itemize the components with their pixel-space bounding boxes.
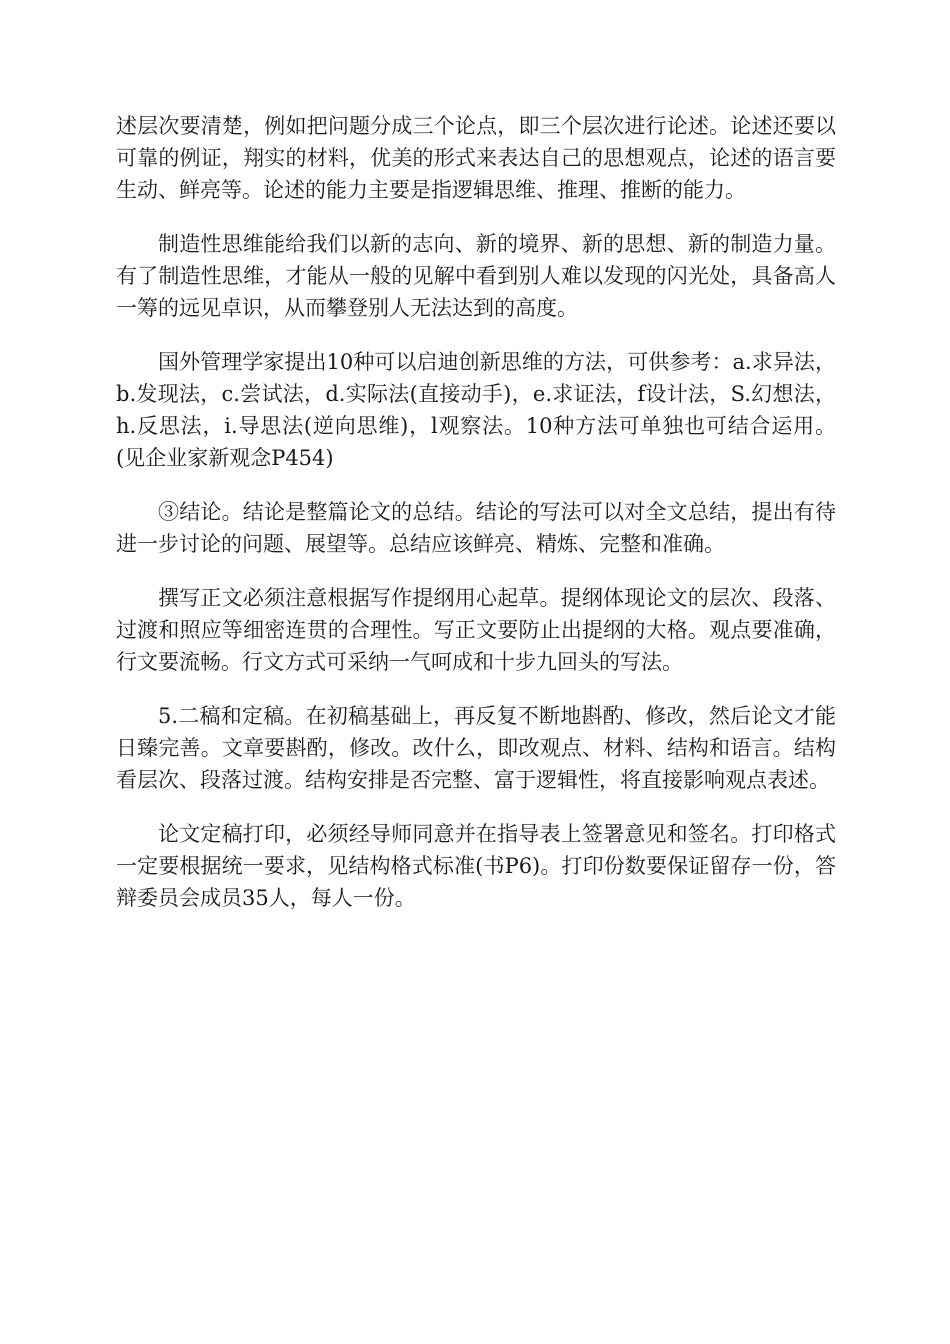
paragraph-5: 撰写正文必须注意根据写作提纲用心起草。提纲体现论文的层次、段落、过渡和照应等细密连贯的合理性。写正文要防止出提纲的大格。观点要准确，行文要流畅。行文方式可采纳一气呵成和十步九回头的写法。 <box>116 586 836 674</box>
paragraph-3: 国外管理学家提出10种可以启迪创新思维的方法，可供参考：a.求异法，b.发现法，c.尝试法，d.实际法(直接动手)，e.求证法，f设计法，S.幻想法，h.反思法，i.导思法(逆向思维)，l观察法。10种方法可单独也可结合运用。(见企业家新观念P454) <box>116 350 836 470</box>
paragraph-7: 论文定稿打印，必须经导师同意并在指导表上签署意见和签名。打印格式一定要根据统一要求，见结构格式标准(书P6)。打印份数要保证留存一份，答辩委员会成员35人，每人一份。 <box>116 822 836 910</box>
paragraph-2: 制造性思维能给我们以新的志向、新的境界、新的思想、新的制造力量。有了制造性思维，才能从一般的见解中看到别人难以发现的闪光处，具备高人一筹的远见卓识，从而攀登别人无法达到的高度。 <box>116 232 836 320</box>
document-page <box>116 110 836 936</box>
paragraph-4: ③结论。结论是整篇论文的总结。结论的写法可以对全文总结，提出有待进一步讨论的问题、展望等。总结应该鲜亮、精炼、完整和准确。 <box>116 500 836 556</box>
paragraph-6: 5.二稿和定稿。在初稿基础上，再反复不断地斟酌、修改，然后论文才能日臻完善。文章要斟酌，修改。改什么，即改观点、材料、结构和语言。结构看层次、段落过渡。结构安排是否完整、富于逻辑性，将直接影响观点表述。 <box>116 704 836 792</box>
paragraph-1: 述层次要清楚，例如把问题分成三个论点，即三个层次进行论述。论述还要以可靠的例证，翔实的材料，优美的形式来表达自己的思想观点，论述的语言要生动、鲜亮等。论述的能力主要是指逻辑思维、推理、推断的能力。 <box>116 114 836 202</box>
